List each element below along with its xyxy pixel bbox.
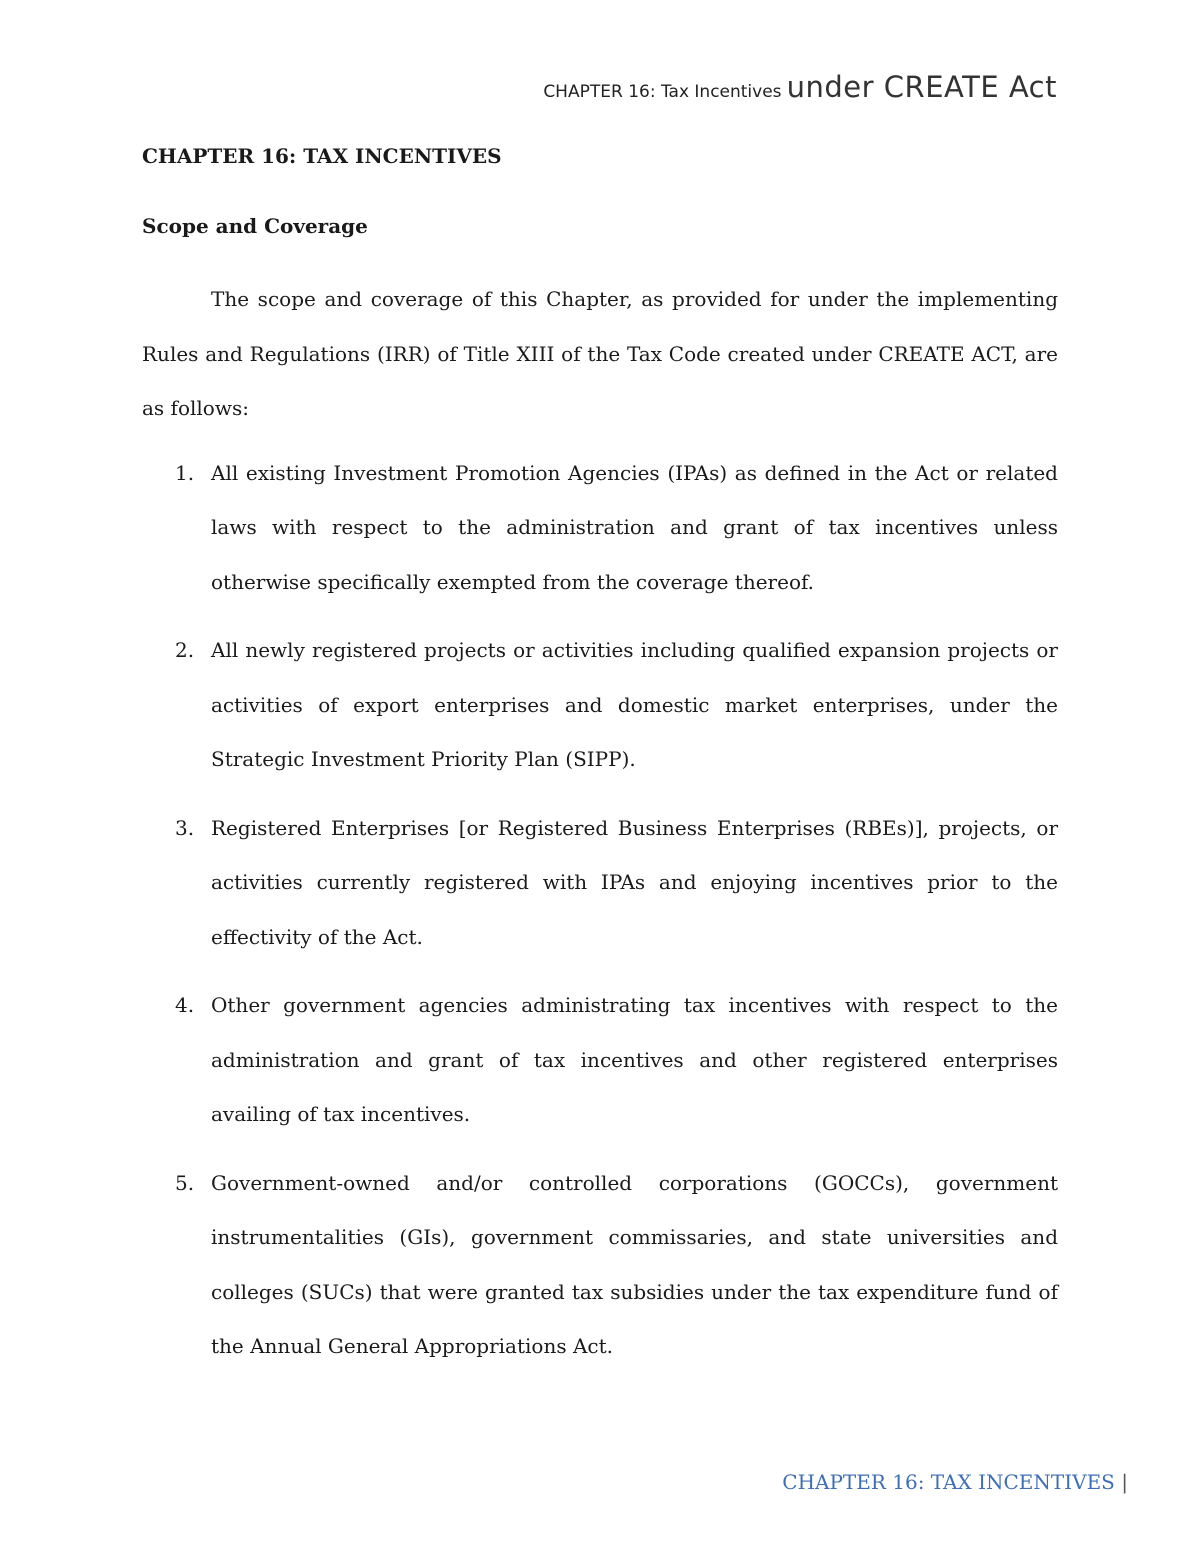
list-item-text: Government-owned and/or controlled corporations (GOCCs), government instrumentalities (GIs), government commissaries, and state universities and colleges (SUCs) that were granted tax subsidies under the tax expenditure fund of the Annual General Appropriations Act. <box>211 1170 1058 1358</box>
document-body <box>142 136 1058 1388</box>
page-header <box>543 70 1057 104</box>
list-item-number: 2. <box>175 638 195 662</box>
list-item-text: All newly registered projects or activities including qualified expansion projects or activities of export enterprises and domestic market enterprises, under the Strategic Investment Priority Plan (SIPP). <box>211 638 1058 771</box>
list-item <box>142 623 1058 787</box>
header-subtitle: under CREATE Act <box>786 70 1057 104</box>
list-item <box>142 801 1058 965</box>
list-item-number: 1. <box>175 460 195 485</box>
chapter-title: CHAPTER 16: TAX INCENTIVES <box>142 144 502 168</box>
list-item-number: 3. <box>175 815 195 840</box>
list-item-number: 4. <box>175 993 195 1017</box>
footer-separator: | <box>1121 1470 1128 1494</box>
list-item <box>142 446 1058 610</box>
list-item <box>142 978 1058 1142</box>
page-footer <box>782 1470 1128 1494</box>
list-item-text: Registered Enterprises [or Registered Business Enterprises (RBEs)], projects, or activities currently registered with IPAs and enjoying incentives prior to the effectivity of the Act. <box>211 815 1058 949</box>
intro-paragraph: The scope and coverage of this Chapter, as provided for under the implementing Rules and Regulations (IRR) of Title XIII of the Tax Code created under CREATE ACT, are as follows: <box>142 287 1058 420</box>
list-item-text: All existing Investment Promotion Agencies (IPAs) as defined in the Act or related laws with respect to the administration and grant of tax incentives unless otherwise specifically exempted from the coverage thereof. <box>211 460 1058 594</box>
header-chapter-label: CHAPTER 16: Tax Incentives <box>543 82 782 102</box>
scope-list <box>142 446 1058 1374</box>
section-title: Scope and Coverage <box>142 214 368 238</box>
footer-chapter-label: CHAPTER 16: TAX INCENTIVES <box>782 1470 1115 1494</box>
list-item-number: 5. <box>175 1170 195 1195</box>
list-item <box>142 1156 1058 1374</box>
list-item-text: Other government agencies administrating tax incentives with respect to the administration and grant of tax incentives and other registered enterprises availing of tax incentives. <box>211 993 1058 1126</box>
